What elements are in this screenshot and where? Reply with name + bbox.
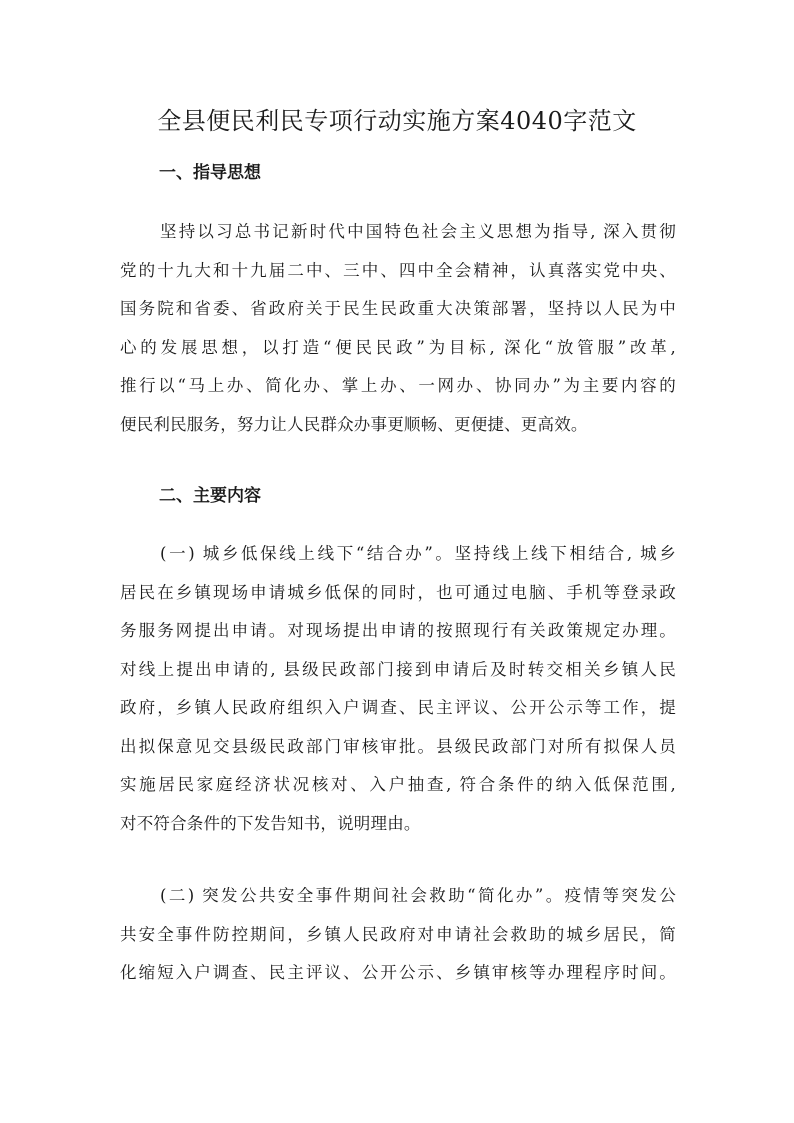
paragraph-line: 对线上提出申请的, 县级民政部门接到申请后及时转交相关乡镇人民: [120, 659, 676, 679]
paragraph-line: 务服务网提出申请。对现场提出申请的按照现行有关政策规定办理。: [120, 621, 676, 640]
paragraph-line: 实施居民家庭经济状况核对、入户抽查, 符合条件的纳入低保范围,: [120, 775, 676, 794]
paragraph-item-1: [120, 535, 676, 843]
paragraph-line: 居民在乡镇现场申请城乡低保的同时，也可通过电脑、手机等登录政: [120, 582, 676, 602]
document-title: 全县便民利民专项行动实施方案4040字范文: [157, 107, 637, 135]
paragraph-line: 心的发展思想，以打造“便民民政”为目标, 深化“放管服”改革,: [120, 337, 676, 357]
paragraph-item-2: [120, 877, 676, 993]
paragraph-line: 出拟保意见交县级民政部门审核审批。县级民政部门对所有拟保人员: [120, 736, 676, 756]
paragraph-line: 坚持以习总书记新时代中国特色社会主义思想为指导, 深入贯彻: [160, 222, 676, 241]
paragraph-line: 便民利民服务，努力让人民群众办事更顺畅、更便捷、更高效。: [120, 414, 588, 434]
paragraph-line: 对不符合条件的下发告知书，说明理由。: [120, 813, 421, 833]
paragraph-line: 政府，乡镇人民政府组织入户调查、民主评议、公开公示等工作，提: [120, 698, 676, 717]
paragraph-line: (一) 城乡低保线上线下“结合办”。坚持线上线下相结合, 城乡: [160, 544, 676, 563]
paragraph-line: 共安全事件防控期间，乡镇人民政府对申请社会救助的城乡居民，简: [120, 924, 676, 944]
paragraph-line: 推行以“马上办、简化办、掌上办、一网办、协同办”为主要内容的: [120, 376, 676, 395]
paragraph-line: (二) 突发公共安全事件期间社会救助“简化办”。疫情等突发公: [160, 886, 676, 905]
paragraph-line: 化缩短入户调查、民主评议、公开公示、乡镇审核等办理程序时间。: [120, 963, 676, 982]
section-heading-main-content: 二、主要内容: [159, 486, 261, 506]
section-heading-guiding-ideology: 一、指导思想: [159, 163, 261, 183]
paragraph-guiding-ideology: [120, 213, 676, 444]
paragraph-line: 党的十九大和十九届二中、三中、四中全会精神，认真落实党中央、: [120, 260, 676, 280]
paragraph-line: 国务院和省委、省政府关于民生民政重大决策部署，坚持以人民为中: [120, 299, 676, 318]
